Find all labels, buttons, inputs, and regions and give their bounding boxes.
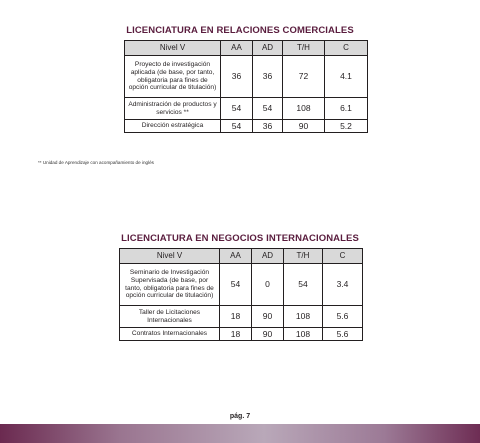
header-c: C	[325, 41, 368, 56]
ad-value: 36	[253, 120, 283, 133]
header-ad: AD	[253, 41, 283, 56]
th-value: 108	[283, 98, 325, 120]
course-name: Proyecto de investigación aplicada (de base, por tanto, obligatoria para fines de opción curricular de titulación)	[125, 56, 221, 98]
table-row	[125, 98, 368, 120]
aa-value: 36	[221, 56, 253, 98]
header-c: C	[323, 249, 363, 264]
aa-value: 18	[220, 328, 252, 341]
footer-band	[0, 424, 480, 443]
table-row	[120, 264, 363, 306]
section-title-relaciones-comerciales: LICENCIATURA EN RELACIONES COMERCIALES	[126, 25, 354, 36]
table-row	[125, 56, 368, 98]
page-number: pág. 7	[229, 413, 251, 420]
th-value: 72	[283, 56, 325, 98]
aa-value: 54	[221, 98, 253, 120]
header-nivel: Nivel V	[125, 41, 221, 56]
section-title-negocios-internacionales: LICENCIATURA EN NEGOCIOS INTERNACIONALES	[121, 233, 359, 244]
ad-value: 90	[252, 306, 284, 328]
header-ad: AD	[252, 249, 284, 264]
aa-value: 54	[221, 120, 253, 133]
table-row	[120, 328, 363, 341]
ad-value: 54	[253, 98, 283, 120]
c-value: 5.6	[323, 306, 363, 328]
header-th: T/H	[284, 249, 323, 264]
course-name: Taller de Licitaciones Internacionales	[120, 306, 220, 328]
table-relaciones-comerciales	[124, 40, 368, 133]
table-header-row	[125, 41, 368, 56]
header-th: T/H	[283, 41, 325, 56]
course-name: Contratos Internacionales	[120, 328, 220, 341]
course-name: Seminario de Investigación Supervisada (de base, por tanto, obligatoria para fines de opción curricular de titulación)	[120, 264, 220, 306]
table-row	[125, 120, 368, 133]
header-aa: AA	[221, 41, 253, 56]
th-value: 54	[284, 264, 323, 306]
aa-value: 18	[220, 306, 252, 328]
c-value: 4.1	[325, 56, 368, 98]
aa-value: 54	[220, 264, 252, 306]
course-name: Administración de productos y servicios **	[125, 98, 221, 120]
ad-value: 90	[252, 328, 284, 341]
footnote: ** Unidad de Aprendizaje con acompañamiento de inglés	[38, 160, 154, 165]
c-value: 5.2	[325, 120, 368, 133]
table-negocios-internacionales	[119, 248, 363, 341]
course-name: Dirección estratégica	[125, 120, 221, 133]
th-value: 90	[283, 120, 325, 133]
ad-value: 36	[253, 56, 283, 98]
c-value: 5.6	[323, 328, 363, 341]
table-row	[120, 306, 363, 328]
c-value: 6.1	[325, 98, 368, 120]
th-value: 108	[284, 306, 323, 328]
ad-value: 0	[252, 264, 284, 306]
th-value: 108	[284, 328, 323, 341]
header-aa: AA	[220, 249, 252, 264]
table-header-row	[120, 249, 363, 264]
c-value: 3.4	[323, 264, 363, 306]
header-nivel: Nivel V	[120, 249, 220, 264]
